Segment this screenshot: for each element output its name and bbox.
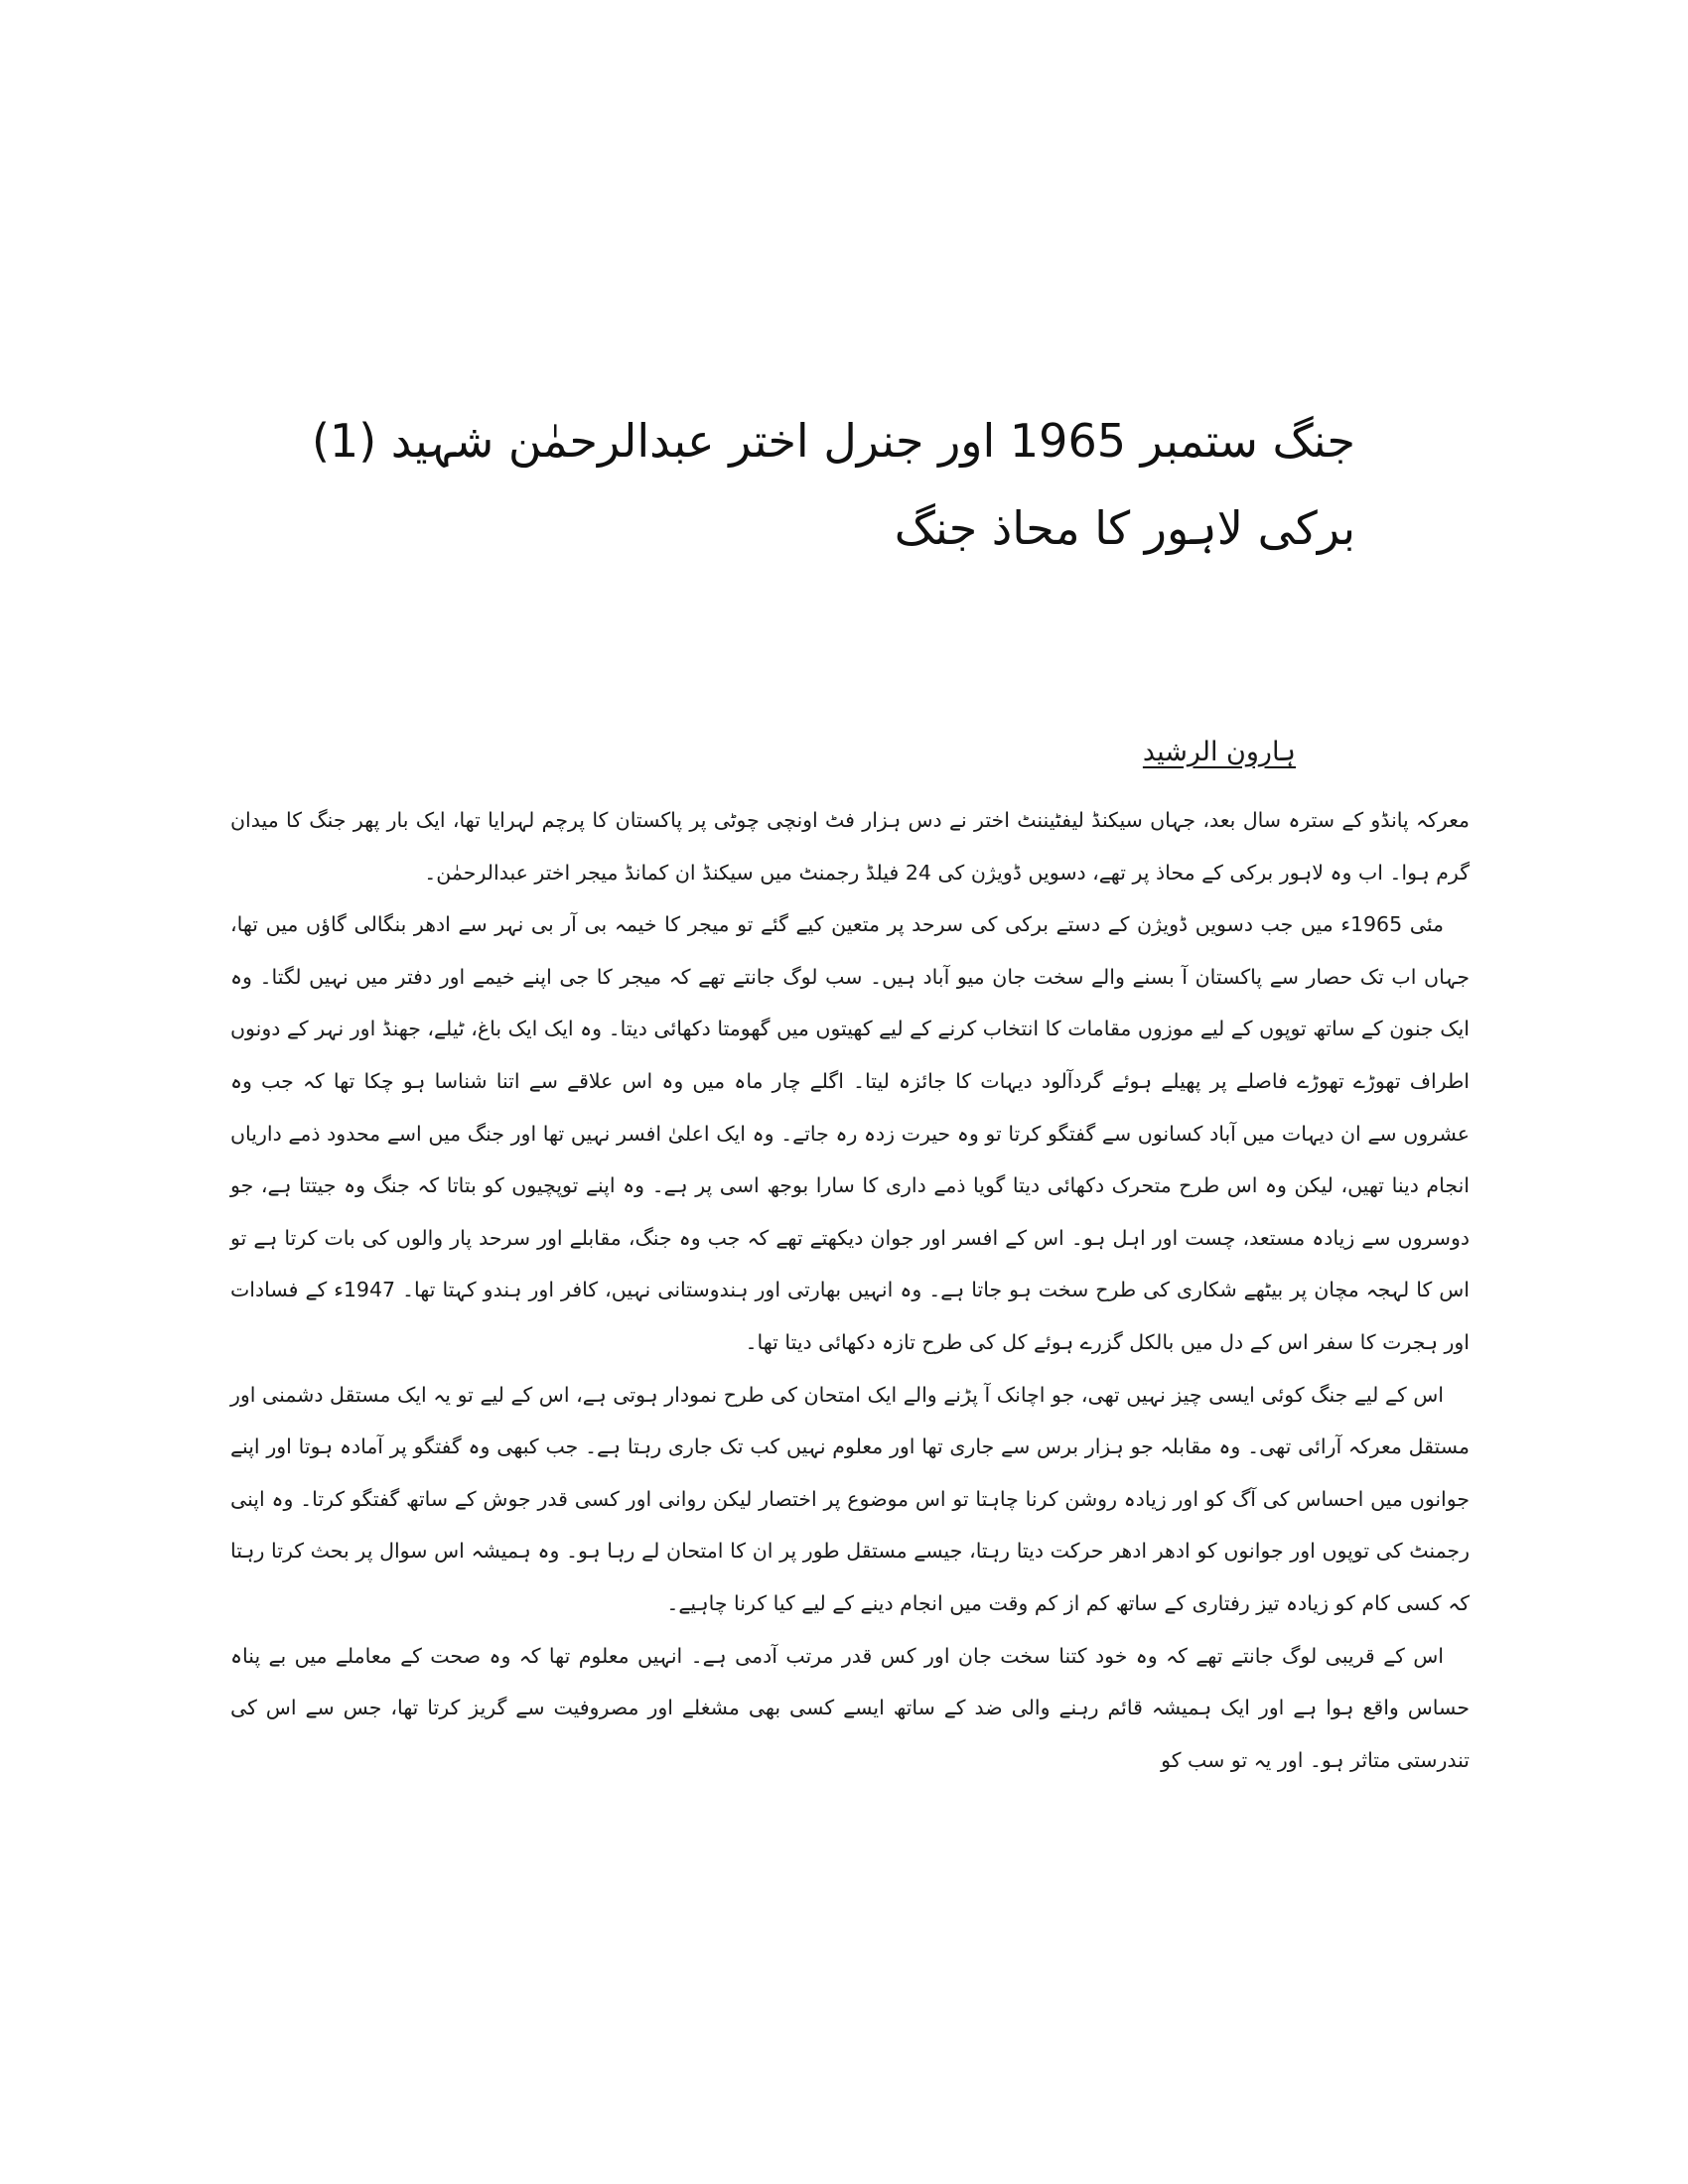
page-subtitle: برکی لاہور کا محاذ جنگ — [894, 501, 1355, 555]
title-block — [311, 397, 1355, 572]
paragraph-1: معرکہ پانڈو کے سترہ سال بعد، جہاں سیکنڈ لیفٹیننٹ اختر نے دس ہزار فٹ اونچی چوٹی پر پاکستان کا پرچم لہرایا تھا، ایک بار پھر جنگ کا میدان گرم ہوا۔ اب وہ لاہور برکی کے محاذ پر تھے، دسویں ڈویژن کی 24 فیلڈ رجمنٹ میں سیکنڈ ان کمانڈ میجر اختر عبدالرحمٰن۔ — [230, 808, 1470, 885]
page-title: جنگ ستمبر 1965 اور جنرل اختر عبدالرحمٰن شہید (1) — [311, 414, 1355, 468]
article-body — [230, 794, 1470, 1786]
paragraph-2: مئی 1965ء میں جب دسویں ڈویژن کے دستے برکی کی سرحد پر متعین کیے گئے تو میجر کا خیمہ بی آر بی نہر سے ادھر بنگالی گاؤں میں تھا، جہاں اب تک حصار سے پاکستان آ بسنے والے سخت جان میو آباد ہیں۔ سب لوگ جانتے تھے کہ میجر کا جی اپنے خیمے اور دفتر میں نہیں لگتا۔ وہ ایک جنون کے ساتھ توپوں کے لیے موزوں مقامات کا انتخاب کرنے کے لیے کھیتوں میں گھومتا دکھائی دیتا۔ وہ ایک ایک باغ، ٹیلے، جھنڈ اور نہر کے دونوں اطراف تھوڑے تھوڑے فاصلے پر پھیلے ہوئے گردآلود دیہات کا جائزہ لیتا۔ اگلے چار ماہ میں وہ اس علاقے سے اتنا شناسا ہو چکا تھا کہ جب وہ عشروں سے ان دیہات میں آباد کسانوں سے گفتگو کرتا تو وہ حیرت زدہ رہ جاتے۔ وہ ایک اعلیٰ افسر نہیں تھا اور جنگ میں اسے محدود ذمے داریاں انجام دینا تھیں، لیکن وہ اس طرح متحرک دکھائی دیتا گویا ذمے داری کا سارا بوجھ اسی پر ہے۔ وہ اپنے توپچیوں کو بتاتا کہ جنگ وہ جیتتا ہے، جو دوسروں سے زیادہ مستعد، چست اور اہل ہو۔ اس کے افسر اور جوان دیکھتے تھے کہ جب وہ جنگ، مقابلے اور سرحد پار والوں کی بات کرتا ہے تو اس کا لہجہ مچان پر بیٹھے شکاری کی طرح سخت ہو جاتا ہے۔ وہ انہیں بھارتی اور ہندوستانی نہیں، کافر اور ہندو کہتا تھا۔ 1947ء کے فسادات اور ہجرت کا سفر اس کے دل میں بالکل گزرے ہوئے کل کی طرح تازہ دکھائی دیتا تھا۔ — [230, 912, 1470, 1354]
paragraph-4: اس کے قریبی لوگ جانتے تھے کہ وہ خود کتنا سخت جان اور کس قدر مرتب آدمی ہے۔ انہیں معلوم تھا کہ وہ صحت کے معاملے میں بے پناہ حساس واقع ہوا ہے اور ایک ہمیشہ قائم رہنے والی ضد کے ساتھ ایسے کسی بھی مشغلے اور مصروفیت سے گریز کرتا تھا، جس سے اس کی تندرستی متاثر ہو۔ اور یہ تو سب کو — [230, 1643, 1470, 1772]
paragraph-3: اس کے لیے جنگ کوئی ایسی چیز نہیں تھی، جو اچانک آ پڑنے والے ایک امتحان کی طرح نمودار ہوتی ہے، اس کے لیے تو یہ ایک مستقل دشمنی اور مستقل معرکہ آرائی تھی۔ وہ مقابلہ جو ہزار برس سے جاری تھا اور معلوم نہیں کب تک جاری رہتا ہے۔ جب کبھی وہ گفتگو پر آمادہ ہوتا اور اپنے جوانوں میں احساس کی آگ کو اور زیادہ روشن کرنا چاہتا تو اس موضوع پر اختصار لیکن روانی اور کسی قدر جوش کے ساتھ گفتگو کرتا۔ وہ اپنی رجمنٹ کی توپوں اور جوانوں کو ادھر ادھر حرکت دیتا رہتا، جیسے مستقل طور پر ان کا امتحان لے رہا ہو۔ وہ ہمیشہ اس سوال پر بحث کرتا رہتا کہ کسی کام کو زیادہ تیز رفتاری کے ساتھ کم از کم وقت میں انجام دینے کے لیے کیا کرنا چاہیے۔ — [230, 1382, 1470, 1615]
author-byline: ہارون الرشید — [1142, 737, 1296, 767]
